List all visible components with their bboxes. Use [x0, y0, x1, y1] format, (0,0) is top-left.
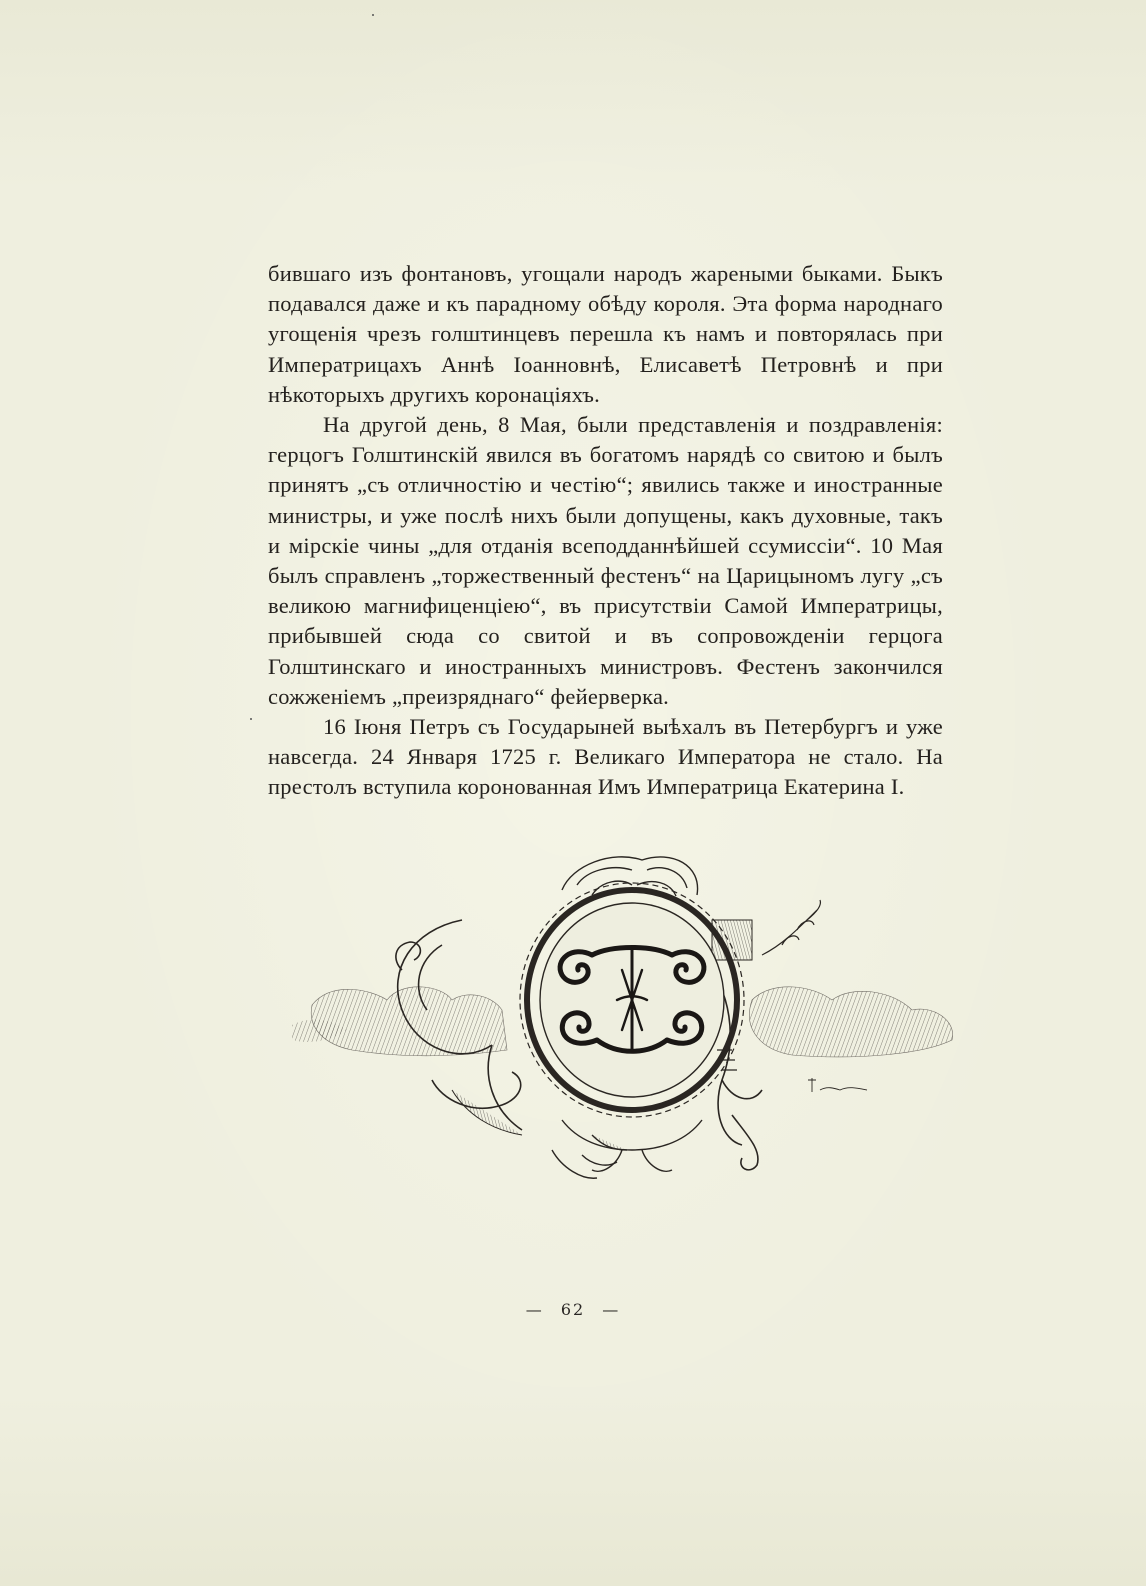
- bottom-foliage: [552, 1120, 702, 1178]
- paragraph-3: 16 Іюня Петръ съ Государыней выѣхалъ въ Петербургъ и уже навсегда. 24 Января 1725 г. Великаго Императора не стало. На престолъ вступила коронованная Имъ Императрица Екатерина I.: [268, 714, 943, 800]
- paper-speck: [250, 718, 252, 720]
- body-text: [268, 259, 943, 803]
- paper-speck: [372, 14, 374, 16]
- cloud-right: [749, 987, 952, 1057]
- page-number: [0, 1300, 1146, 1319]
- paragraph-2: На другой день, 8 Мая, были представленія и поздравленія: герцогъ Голштинскій явился въ богатомъ нарядѣ со свитою и былъ принятъ „съ отличностію и честію“; явились также и иностранные министры, и уже послѣ нихъ были допущены, какъ духовные, такъ и мірскіе чины „для отданія всеподданнѣйшей ссумиссіи“. 10 Мая былъ справленъ „торжественный фестенъ“ на Царицыномъ лугу „съ великою магнифиценціею“, въ присутствіи Самой Императрицы, прибывшей сюда со свитой и въ сопровожденіи герцога Голштинскаго и иностранныхъ министровъ. Фестенъ закончился сожженіемъ „преизряднаго“ фейерверка.: [268, 412, 943, 709]
- vignette-illustration: [292, 850, 968, 1190]
- folio-dash-left: —: [525, 1300, 544, 1319]
- folio-dash-right: —: [602, 1300, 621, 1319]
- monogram-cartouche-icon: [292, 850, 968, 1190]
- paragraph-1: бившаго изъ фонтановъ, угощали народъ жареными быками. Быкъ подавался даже и къ парадному обѣду короля. Эта форма народнаго угощенія чрезъ голштинцевъ перешла къ намъ и повторялась при Императрицахъ Аннѣ Іоанновнѣ, Елисаветѣ Петровнѣ и при нѣкоторыхъ другихъ коронаціяхъ.: [268, 261, 943, 407]
- cloud-left: [292, 987, 507, 1056]
- signature-mark: [808, 1078, 867, 1092]
- folio-number: 62: [560, 1300, 586, 1319]
- branch-right: [762, 900, 820, 955]
